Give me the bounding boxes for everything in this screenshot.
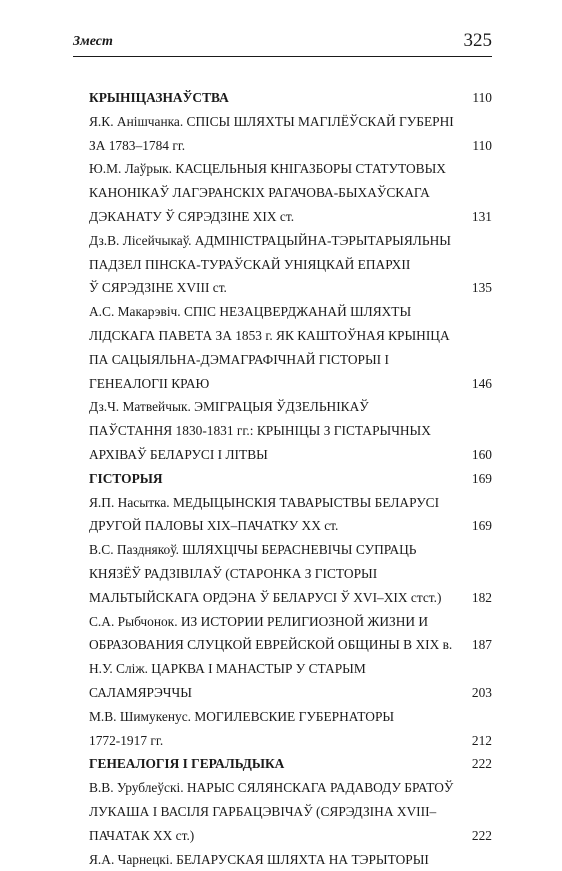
entry-text: МАЛЬТЫЙСКАГА ОРДЭНА Ў БЕЛАРУСІ Ў XVI–XIX стст.)	[89, 586, 492, 610]
running-header	[73, 28, 492, 57]
toc-entry-line	[89, 157, 492, 181]
toc-page-number: 169	[472, 514, 492, 538]
entry-text: ПАДЗЕЛ ПІНСКА-ТУРАЎСКАЙ УНІЯЦКАЙ ЕПАРХІІ	[89, 253, 492, 277]
toc-entry-line	[89, 181, 492, 205]
section-title: ГЕНЕАЛОГІЯ І ГЕРАЛЬДЫКА	[89, 752, 492, 776]
section-title: ГІСТОРЫЯ	[89, 467, 492, 491]
toc-page-number: 146	[472, 372, 492, 396]
toc-entry-line	[89, 681, 492, 705]
entry-text: ЛУКАША І ВАСІЛЯ ГАРБАЦЭВІЧАЎ (СЯРЭДЗІНА XVIII–	[89, 800, 492, 824]
toc-section-heading	[89, 752, 492, 776]
entry-text: ЗА 1783–1784 гг.	[89, 134, 492, 158]
toc-entry-line	[89, 253, 492, 277]
toc-entry-line	[89, 324, 492, 348]
entry-text: КАНОНІКАЎ ЛАГЭРАНСКІХ РАГАЧОВА-БЫХАЎСКАГА	[89, 181, 492, 205]
entry-text: С.А. Рыбчонок. ИЗ ИСТОРИИ РЕЛИГИОЗНОЙ ЖИЗНИ И	[89, 610, 492, 634]
toc-page-number: 222	[472, 752, 492, 776]
table-of-contents	[89, 86, 492, 871]
toc-entry-line	[89, 657, 492, 681]
toc-entry-line	[89, 491, 492, 515]
toc-section-heading	[89, 467, 492, 491]
toc-page-number: 169	[472, 467, 492, 491]
entry-text: Я.А. Чарнецкі. БЕЛАРУСКАЯ ШЛЯХТА НА ТЭРЫТОРЫІ	[89, 848, 492, 871]
page-number: 325	[464, 30, 493, 52]
toc-page-number: 131	[472, 205, 492, 229]
toc-entry-line	[89, 824, 492, 848]
entry-text: Я.П. Насытка. МЕДЫЦЫНСКІЯ ТАВАРЫСТВЫ БЕЛАРУСІ	[89, 491, 492, 515]
entry-text: 1772-1917 гг.	[89, 729, 492, 753]
entry-text: Ў СЯРЭДЗІНЕ XVIII ст.	[89, 276, 492, 300]
toc-entry-line	[89, 586, 492, 610]
toc-page-number: 212	[472, 729, 492, 753]
toc-page-number: 222	[472, 824, 492, 848]
toc-entry-line	[89, 705, 492, 729]
toc-entry-line	[89, 348, 492, 372]
toc-entry-line	[89, 633, 492, 657]
toc-page-number: 160	[472, 443, 492, 467]
toc-entry-line	[89, 372, 492, 396]
toc-entry-line	[89, 419, 492, 443]
entry-text: Дз.В. Лісейчыкаў. АДМІНІСТРАЦЫЙНА-ТЭРЫТАРЫЯЛЬНЫ	[89, 229, 492, 253]
entry-text: ЛІДСКАГА ПАВЕТА ЗА 1853 г. ЯК КАШТОЎНАЯ КРЫНІЦА	[89, 324, 492, 348]
toc-entry-line	[89, 776, 492, 800]
toc-entry-line	[89, 538, 492, 562]
entry-text: В.С. Пазднякоў. ШЛЯХЦІЧЫ БЕРАСНЕВІЧЫ СУПРАЦЬ	[89, 538, 492, 562]
toc-entry-line	[89, 205, 492, 229]
entry-text: ПАЎСТАННЯ 1830-1831 гг.: КРЫНІЦЫ З ГІСТАРЫЧНЫХ	[89, 419, 492, 443]
toc-entry-line	[89, 300, 492, 324]
entry-text: М.В. Шимукенус. МОГИЛЕВСКИЕ ГУБЕРНАТОРЫ	[89, 705, 492, 729]
toc-page-number: 203	[472, 681, 492, 705]
toc-entry-line	[89, 610, 492, 634]
entry-text: ОБРАЗОВАНИЯ СЛУЦКОЙ ЕВРЕЙСКОЙ ОБЩИНЫ В XIX в.	[89, 633, 492, 657]
entry-text: САЛАМЯРЭЧЧЫ	[89, 681, 492, 705]
toc-entry-line	[89, 514, 492, 538]
toc-page-number: 110	[472, 134, 492, 158]
toc-section-heading	[89, 86, 492, 110]
entry-text: Дз.Ч. Матвейчык. ЭМІГРАЦЫЯ ЎДЗЕЛЬНІКАЎ	[89, 395, 492, 419]
entry-text: Н.У. Сліж. ЦАРКВА І МАНАСТЫР У СТАРЫМ	[89, 657, 492, 681]
section-title: КРЫНІЦАЗНАЎСТВА	[89, 86, 492, 110]
entry-text: В.В. Урублеўскі. НАРЫС СЯЛЯНСКАГА РАДАВОДУ БРАТОЎ	[89, 776, 492, 800]
entry-text: ПАЧАТАК XX ст.)	[89, 824, 492, 848]
entry-text: А.С. Макарэвіч. СПІС НЕЗАЦВЕРДЖАНАЙ ШЛЯХТЫ	[89, 300, 492, 324]
entry-text: Ю.М. Лаўрык. КАСЦЕЛЬНЫЯ КНІГАЗБОРЫ СТАТУТОВЫХ	[89, 157, 492, 181]
entry-text: КНЯЗЁЎ РАДЗІВІЛАЎ (СТАРОНКА З ГІСТОРЫІ	[89, 562, 492, 586]
toc-entry-line	[89, 110, 492, 134]
entry-text: ДРУГОЙ ПАЛОВЫ XIX–ПАЧАТКУ XX ст.	[89, 514, 492, 538]
toc-entry-line	[89, 562, 492, 586]
running-title: Змест	[73, 34, 113, 50]
toc-page-number: 182	[472, 586, 492, 610]
entry-text: ДЭКАНАТУ Ў СЯРЭДЗІНЕ XIX ст.	[89, 205, 492, 229]
toc-entry-line	[89, 443, 492, 467]
entry-text: ГЕНЕАЛОГІІ КРАЮ	[89, 372, 492, 396]
toc-entry-line	[89, 229, 492, 253]
toc-entry-line	[89, 800, 492, 824]
toc-page-number: 135	[472, 276, 492, 300]
toc-entry-line	[89, 729, 492, 753]
toc-entry-line	[89, 134, 492, 158]
toc-entry-line	[89, 276, 492, 300]
entry-text: АРХІВАЎ БЕЛАРУСІ І ЛІТВЫ	[89, 443, 492, 467]
toc-page-number: 187	[472, 633, 492, 657]
toc-entry-line	[89, 848, 492, 871]
toc-entry-line	[89, 395, 492, 419]
entry-text: ПА САЦЫЯЛЬНА-ДЭМАГРАФІЧНАЙ ГІСТОРЫІ І	[89, 348, 492, 372]
toc-page-number: 110	[472, 86, 492, 110]
entry-text: Я.К. Анішчанка. СПІСЫ ШЛЯХТЫ МАГІЛЁЎСКАЙ ГУБЕРНІ	[89, 110, 492, 134]
